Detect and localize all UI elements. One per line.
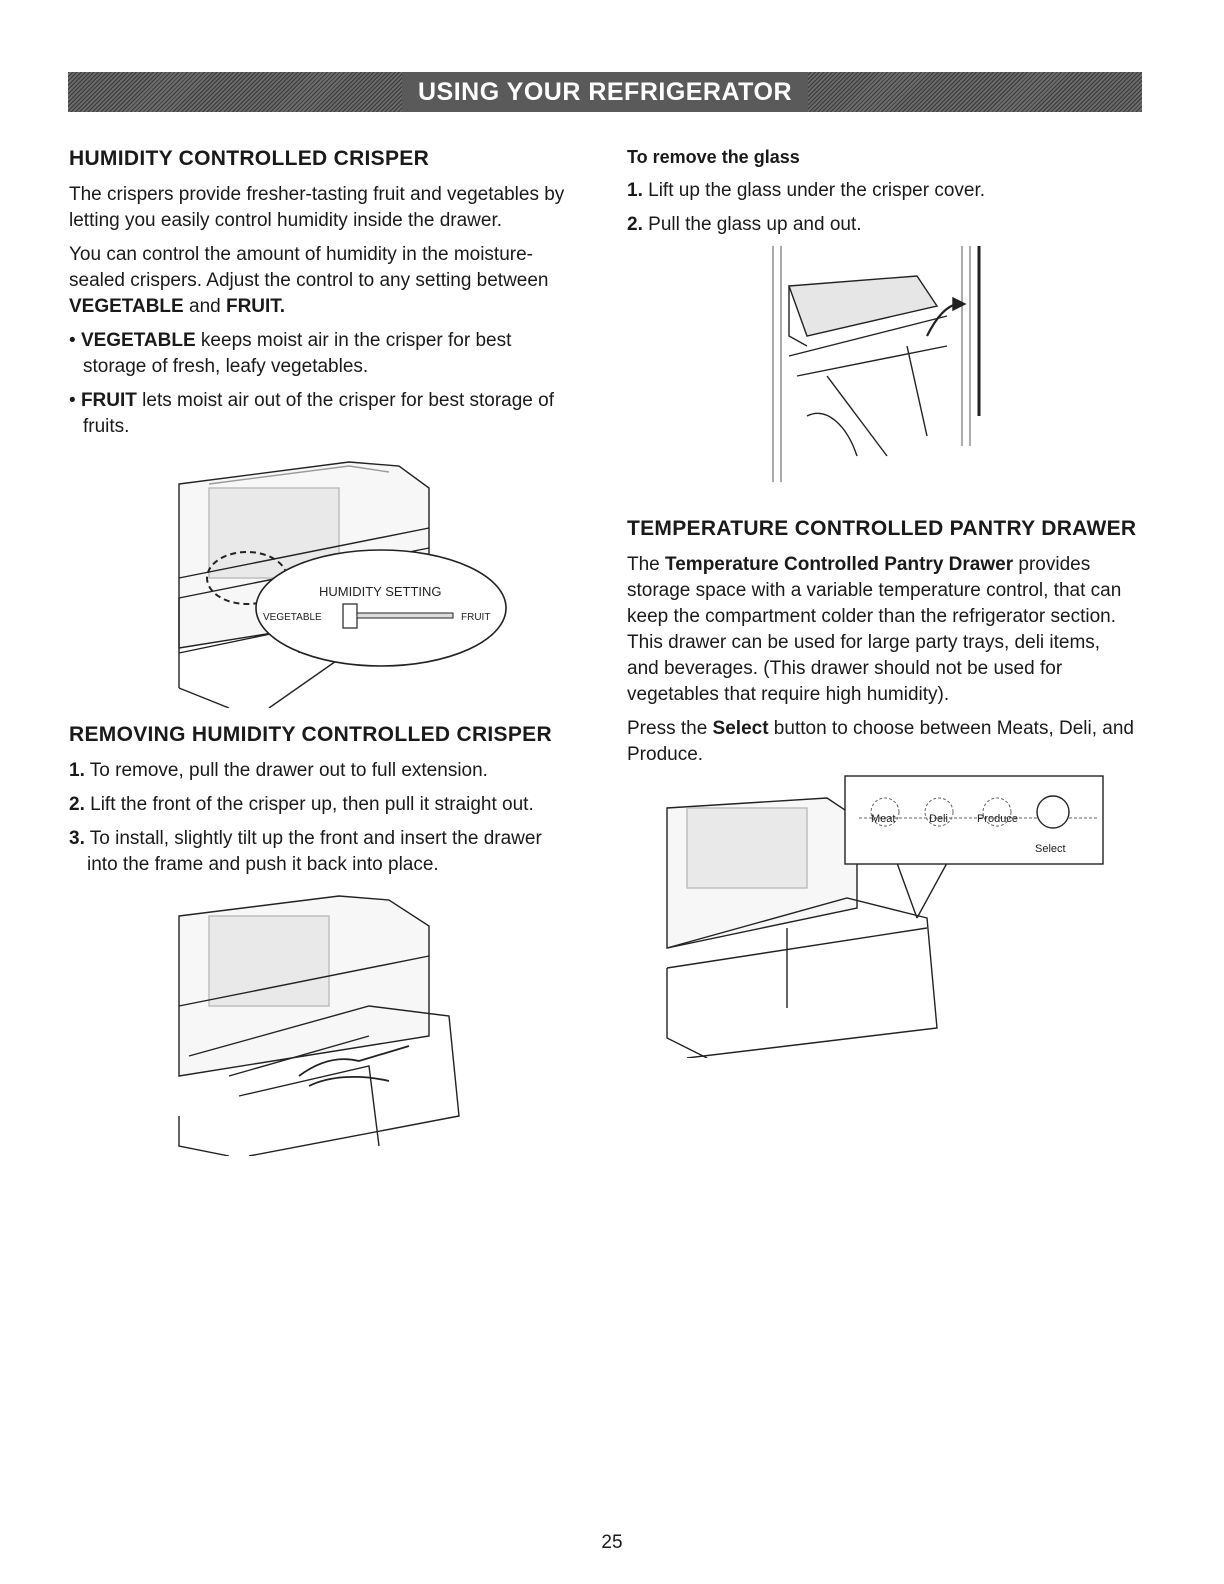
bullet-vegetable: • VEGETABLE keeps moist air in the crisper for best storage of fresh, leafy vegetables. <box>69 330 512 377</box>
step-text: Lift the front of the crisper up, then pull it straight out. <box>90 794 534 815</box>
bold-run: FRUIT. <box>225 296 286 317</box>
list-item <box>627 212 1137 238</box>
removing-heading: REMOVING HUMIDITY CONTROLLED CRISPER <box>69 723 552 746</box>
step-number: 3. <box>69 828 85 849</box>
fruit-label: FRUIT <box>461 612 491 623</box>
humidity-slider-track <box>357 613 453 618</box>
list-item <box>627 178 1137 204</box>
crisper-heading: HUMIDITY CONTROLLED CRISPER <box>69 147 430 170</box>
text-run: provides storage space with a variable temperature control, that can keep the compartment colder than the refrigerator section. This drawer can be used for large party trays, deli items, and beverages. (This drawer should not be used for vegetables that require high humidity). <box>627 554 1122 705</box>
crisper-control-text <box>69 242 569 320</box>
bold-run: VEGETABLE <box>80 330 196 351</box>
list-item <box>69 792 569 818</box>
humidity-setting-label: HUMIDITY SETTING <box>319 584 442 599</box>
vegetable-label: VEGETABLE <box>263 612 322 623</box>
step-text: Lift up the glass under the crisper cover. <box>648 180 986 201</box>
step-text: Pull the glass up and out. <box>648 214 862 235</box>
step-number: 2. <box>69 794 85 815</box>
bold-run: Select <box>712 718 769 739</box>
text-run: You can control the amount of humidity in the moisture-sealed crispers. Adjust the control to any setting between <box>69 244 549 291</box>
pantry-heading: TEMPERATURE CONTROLLED PANTRY DRAWER <box>627 517 1137 540</box>
list-item <box>69 758 569 784</box>
bold-run: VEGETABLE <box>69 296 184 317</box>
step-number: 1. <box>627 180 643 201</box>
text-run: lets moist air out of the crisper for best storage of fruits. <box>83 390 555 437</box>
page-number: 25 <box>601 1532 623 1553</box>
bold-run: FRUIT <box>80 390 137 411</box>
step-text: To install, slightly tilt up the front and insert the drawer into the frame and push it back into place. <box>87 828 542 875</box>
right-column <box>627 146 1137 1058</box>
humidity-crisper-illustration <box>69 448 569 708</box>
text-run: The <box>627 554 666 575</box>
text-run: button to choose between Meats, Deli, and Produce. <box>627 718 1134 765</box>
pantry-description <box>627 552 1137 708</box>
remove-glass-illustration <box>627 246 1137 482</box>
left-column <box>69 146 569 1156</box>
bullet-fruit: • FRUIT lets moist air out of the crisper for best storage of fruits. <box>69 390 555 437</box>
removing-crisper-illustration <box>69 886 569 1156</box>
step-text: To remove, pull the drawer out to full extension. <box>89 760 488 781</box>
step-number: 1. <box>69 760 85 781</box>
humidity-slider-knob <box>343 604 357 628</box>
pantry-drawer-illustration <box>627 768 1137 1058</box>
removing-steps <box>69 758 569 878</box>
text-run: and <box>183 296 226 317</box>
step-number: 2. <box>627 214 643 235</box>
deli-label: Deli <box>929 813 948 825</box>
text-run: Press the <box>627 718 713 739</box>
text-run: keeps moist air in the crisper for best storage of fresh, leafy vegetables. <box>83 330 512 377</box>
crisper-intro: The crispers provide fresher-tasting fruit and vegetables by letting you easily control humidity inside the drawer. <box>69 184 565 231</box>
produce-label: Produce <box>977 813 1018 825</box>
list-item <box>69 826 569 878</box>
glass-steps <box>627 178 1137 238</box>
meat-label: Meat <box>871 813 896 825</box>
select-label: Select <box>1035 843 1066 855</box>
select-button-icon <box>1037 796 1069 828</box>
pantry-select-text <box>627 716 1137 768</box>
section-title: USING YOUR REFRIGERATOR <box>402 72 808 112</box>
glass-heading: To remove the glass <box>627 147 800 167</box>
bold-run: Temperature Controlled Pantry Drawer <box>665 554 1014 575</box>
section-banner <box>68 72 1142 112</box>
